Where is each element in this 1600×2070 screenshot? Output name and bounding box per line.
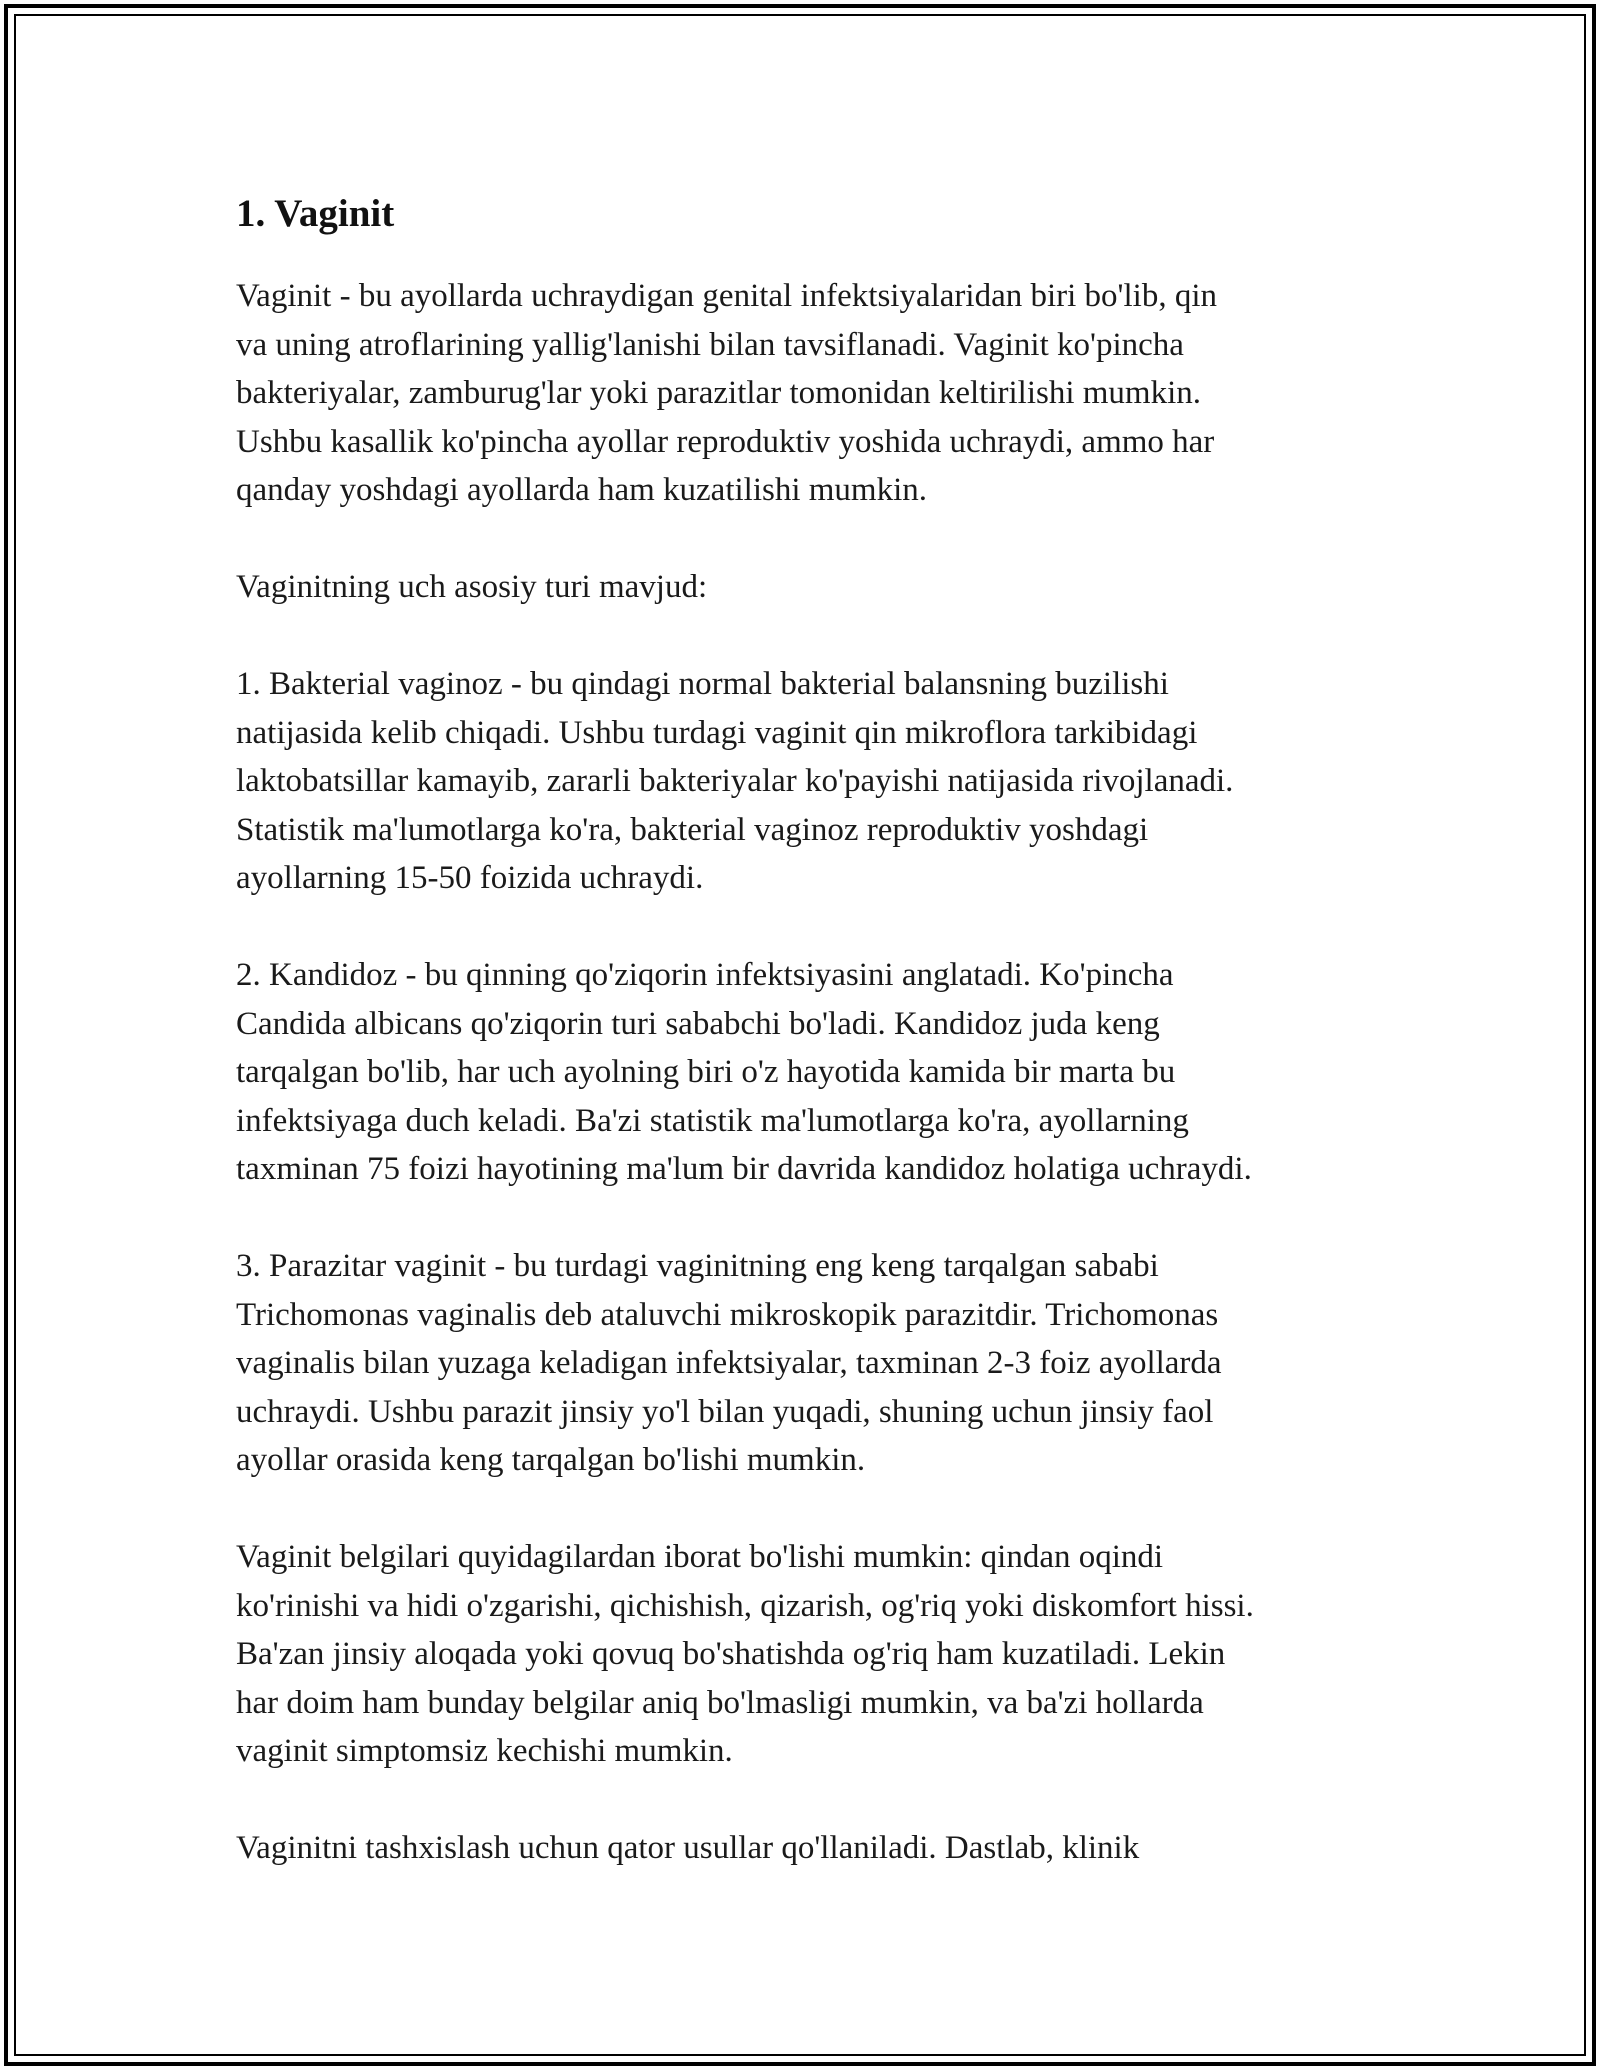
paragraph-bacterial-vaginosis: 1. Bakterial vaginoz - bu qindagi normal bakterial balansning buzilishi natijasida kelib chiqadi. Ushbu turdagi vaginit qin mikroflora tarkibidagi laktobatsillar kamayib, zararli bakteriyalar ko'payishi natijasida rivojlanadi. Statistik ma'lumotlarga ko'ra, bakterial vaginoz reproduktiv yoshdagi ayollarning 15-50 foizida uchraydi. — [236, 666, 1234, 896]
paragraph-parasitic-vaginitis: 3. Parazitar vaginit - bu turdagi vaginitning eng keng tarqalgan sababi Trichomonas vaginalis deb ataluvchi mikroskopik parazitdir. Trichomonas vaginalis bilan yuzaga keladigan infektsiyalar, taxminan 2-3 foiz ayollarda uchraydi. Ushbu parazit jinsiy yo'l bilan yuqadi, shuning uchun jinsiy faol ayollar orasida keng tarqalgan bo'lishi mumkin. — [236, 1248, 1222, 1478]
document-heading: 1. Vaginit — [236, 192, 395, 235]
paragraph-candidiasis: 2. Kandidoz - bu qinning qo'ziqorin infektsiyasini anglatadi. Ko'pincha Candida albicans qo'ziqorin turi sababchi bo'ladi. Kandidoz juda keng tarqalgan bo'lib, har uch ayolning biri o'z hayotida kamida bir marta bu infektsiyaga duch keladi. Ba'zi statistik ma'lumotlarga ko'ra, ayollarning taxminan 75 foizi hayotining ma'lum bir davrida kandidoz holatiga uchraydi. — [236, 957, 1252, 1187]
paragraph-symptoms: Vaginit belgilari quyidagilardan iborat bo'lishi mumkin: qindan oqindi ko'rinishi va hidi o'zgarishi, qichishish, qizarish, og'riq yoki diskomfort hissi. Ba'zan jinsiy aloqada yoki qovuq bo'shatishda og'riq ham kuzatiladi. Lekin har doim ham bunday belgilar aniq bo'lmasligi mumkin, va ba'zi hollarda vaginit simptomsiz kechishi mumkin. — [236, 1539, 1254, 1769]
document-body — [236, 186, 1386, 1921]
paragraph-types-intro: Vaginitning uch asosiy turi mavjud: — [236, 569, 708, 605]
paragraph-diagnosis: Vaginitni tashxislash uchun qator usullar qo'llaniladi. Dastlab, klinik — [236, 1830, 1140, 1866]
paragraph-intro: Vaginit - bu ayollarda uchraydigan genital infektsiyalaridan biri bo'lib, qin va uning atroflarining yallig'lanishi bilan tavsiflanadi. Vaginit ko'pincha bakteriyalar, zamburug'lar yoki parazitlar tomonidan keltirilishi mumkin. Ushbu kasallik ko'pincha ayollar reproduktiv yoshida uchraydi, ammo har qanday yoshdagi ayollarda ham kuzatilishi mumkin. — [236, 278, 1218, 508]
